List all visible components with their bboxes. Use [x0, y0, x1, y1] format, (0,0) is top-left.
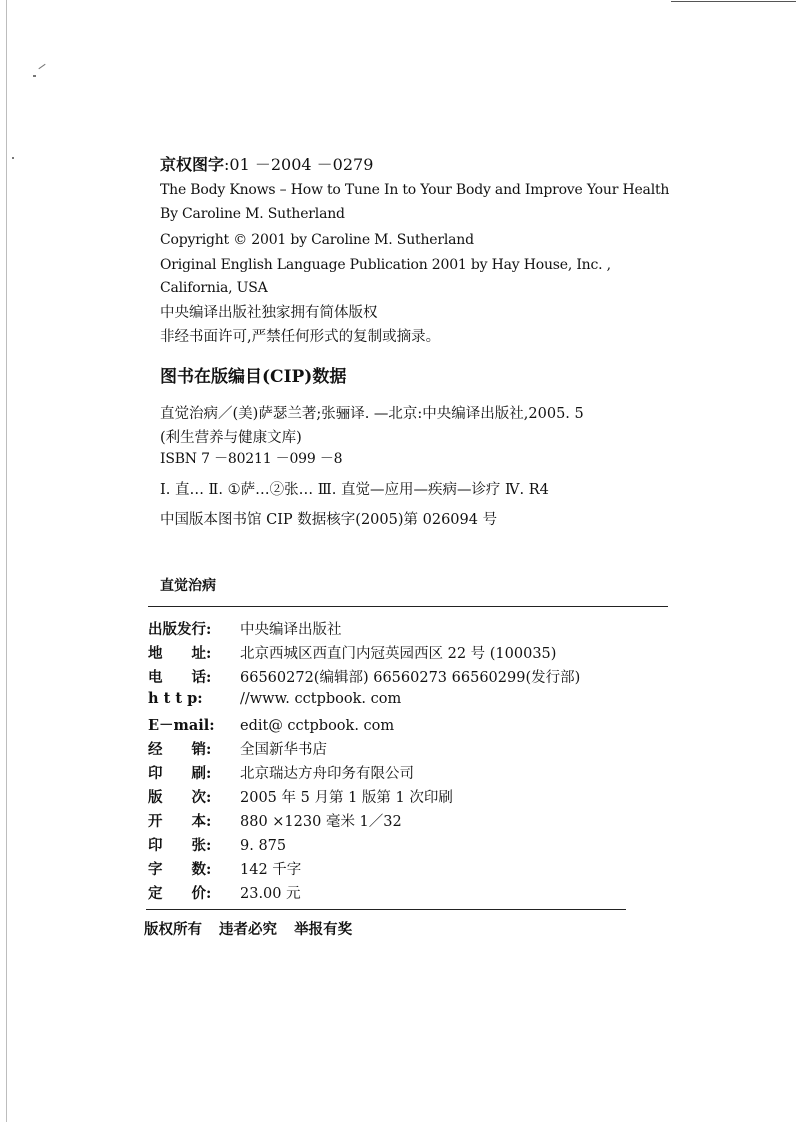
imprint-value: 9. 875: [240, 838, 287, 854]
rights-reserved-notice: 版权所有 违者必究 举报有奖: [144, 921, 353, 938]
page-left-edge: [6, 0, 7, 1122]
scan-speck: [12, 157, 14, 159]
imprint-key: 定 价:: [148, 885, 212, 902]
imprint-value: 880 ×1230 毫米 1／32: [240, 814, 402, 830]
imprint-row: [148, 666, 700, 690]
copyright-registration-number: :01 －2004 －0279: [224, 155, 374, 174]
scan-speck: [33, 75, 36, 77]
imprint-row: [148, 690, 700, 714]
imprint-value: edit@ cctpbook. com: [240, 718, 395, 734]
imprint-table: [148, 618, 700, 906]
imprint-row: [148, 642, 700, 666]
imprint-value: 北京西城区西直门内冠英园西区 22 号 (100035): [240, 646, 557, 662]
imprint-key: 出版发行:: [148, 621, 212, 638]
imprint-value: 2005 年 5 月第 1 版第 1 次印刷: [240, 790, 453, 806]
cip-heading: 图书在版编目(CIP)数据: [160, 367, 347, 387]
original-publication: Original English Language Publication 2001 by Hay House, Inc. ,: [160, 257, 611, 273]
cip-isbn: ISBN 7 －80211 －099 －8: [160, 451, 343, 467]
imprint-row: [148, 786, 700, 810]
copyright-registration: [160, 157, 700, 173]
imprint-value: 全国新华书店: [240, 742, 327, 758]
original-publication-place: California, USA: [160, 280, 268, 296]
imprint-row: [148, 738, 700, 762]
imprint-key: 印 张:: [148, 837, 212, 854]
cip-classification: I. 直… Ⅱ. ①萨…②张… Ⅲ. 直觉—应用—疾病—诊疗 Ⅳ. R4: [160, 482, 549, 498]
imprint-key: 版 次:: [148, 789, 212, 806]
cip-series: (利生营养与健康文库): [160, 429, 302, 446]
imprint-value: 142 千字: [240, 862, 302, 878]
imprint-row: [148, 810, 700, 834]
imprint-key: 开 本:: [148, 813, 212, 830]
scan-speck: [38, 64, 45, 69]
imprint-row: [148, 714, 700, 738]
book-title: 直觉治病: [160, 578, 216, 594]
imprint-key: 经 销:: [148, 741, 212, 758]
imprint-bottom-rule: [146, 909, 626, 910]
imprint-value: 北京瑞达方舟印务有限公司: [240, 766, 414, 782]
imprint-row: [148, 762, 700, 786]
imprint-row: [148, 618, 700, 642]
imprint-key: h t t p:: [148, 690, 203, 707]
copyright-registration-label: 京权图字: [160, 155, 225, 174]
copyright-page: [144, 150, 700, 938]
imprint-key: 印 刷:: [148, 765, 212, 782]
rights-statement: 中央编译出版社独家拥有简体版权: [160, 305, 378, 321]
page-top-edge: [671, 1, 796, 2]
imprint-key: 电 话:: [148, 669, 212, 686]
imprint-row: [148, 858, 700, 882]
original-title: The Body Knows – How to Tune In to Your Body and Improve Your Health: [160, 182, 670, 198]
imprint-key: 字 数:: [148, 861, 212, 878]
imprint-value: 66560272(编辑部) 66560273 66560299(发行部): [240, 670, 581, 686]
rights-warning: 非经书面许可,严禁任何形式的复制或摘录。: [160, 328, 441, 345]
cip-record-number: 中国版本图书馆 CIP 数据核字(2005)第 026094 号: [160, 511, 498, 528]
imprint-row: [148, 834, 700, 858]
imprint-top-rule: [148, 606, 668, 607]
original-author: By Caroline M. Sutherland: [160, 206, 345, 222]
imprint-value: //www. cctpbook. com: [240, 691, 402, 707]
imprint-key: E－mail:: [148, 717, 215, 734]
imprint-row: [148, 882, 700, 906]
original-copyright: Copyright © 2001 by Caroline M. Sutherland: [160, 232, 474, 248]
imprint-value: 23.00 元: [240, 886, 301, 902]
cip-entry: 直觉治病／(美)萨瑟兰著;张骊译. —北京:中央编译出版社,2005. 5: [160, 406, 584, 422]
imprint-value: 中央编译出版社: [240, 622, 342, 638]
imprint-key: 地 址:: [148, 645, 212, 662]
